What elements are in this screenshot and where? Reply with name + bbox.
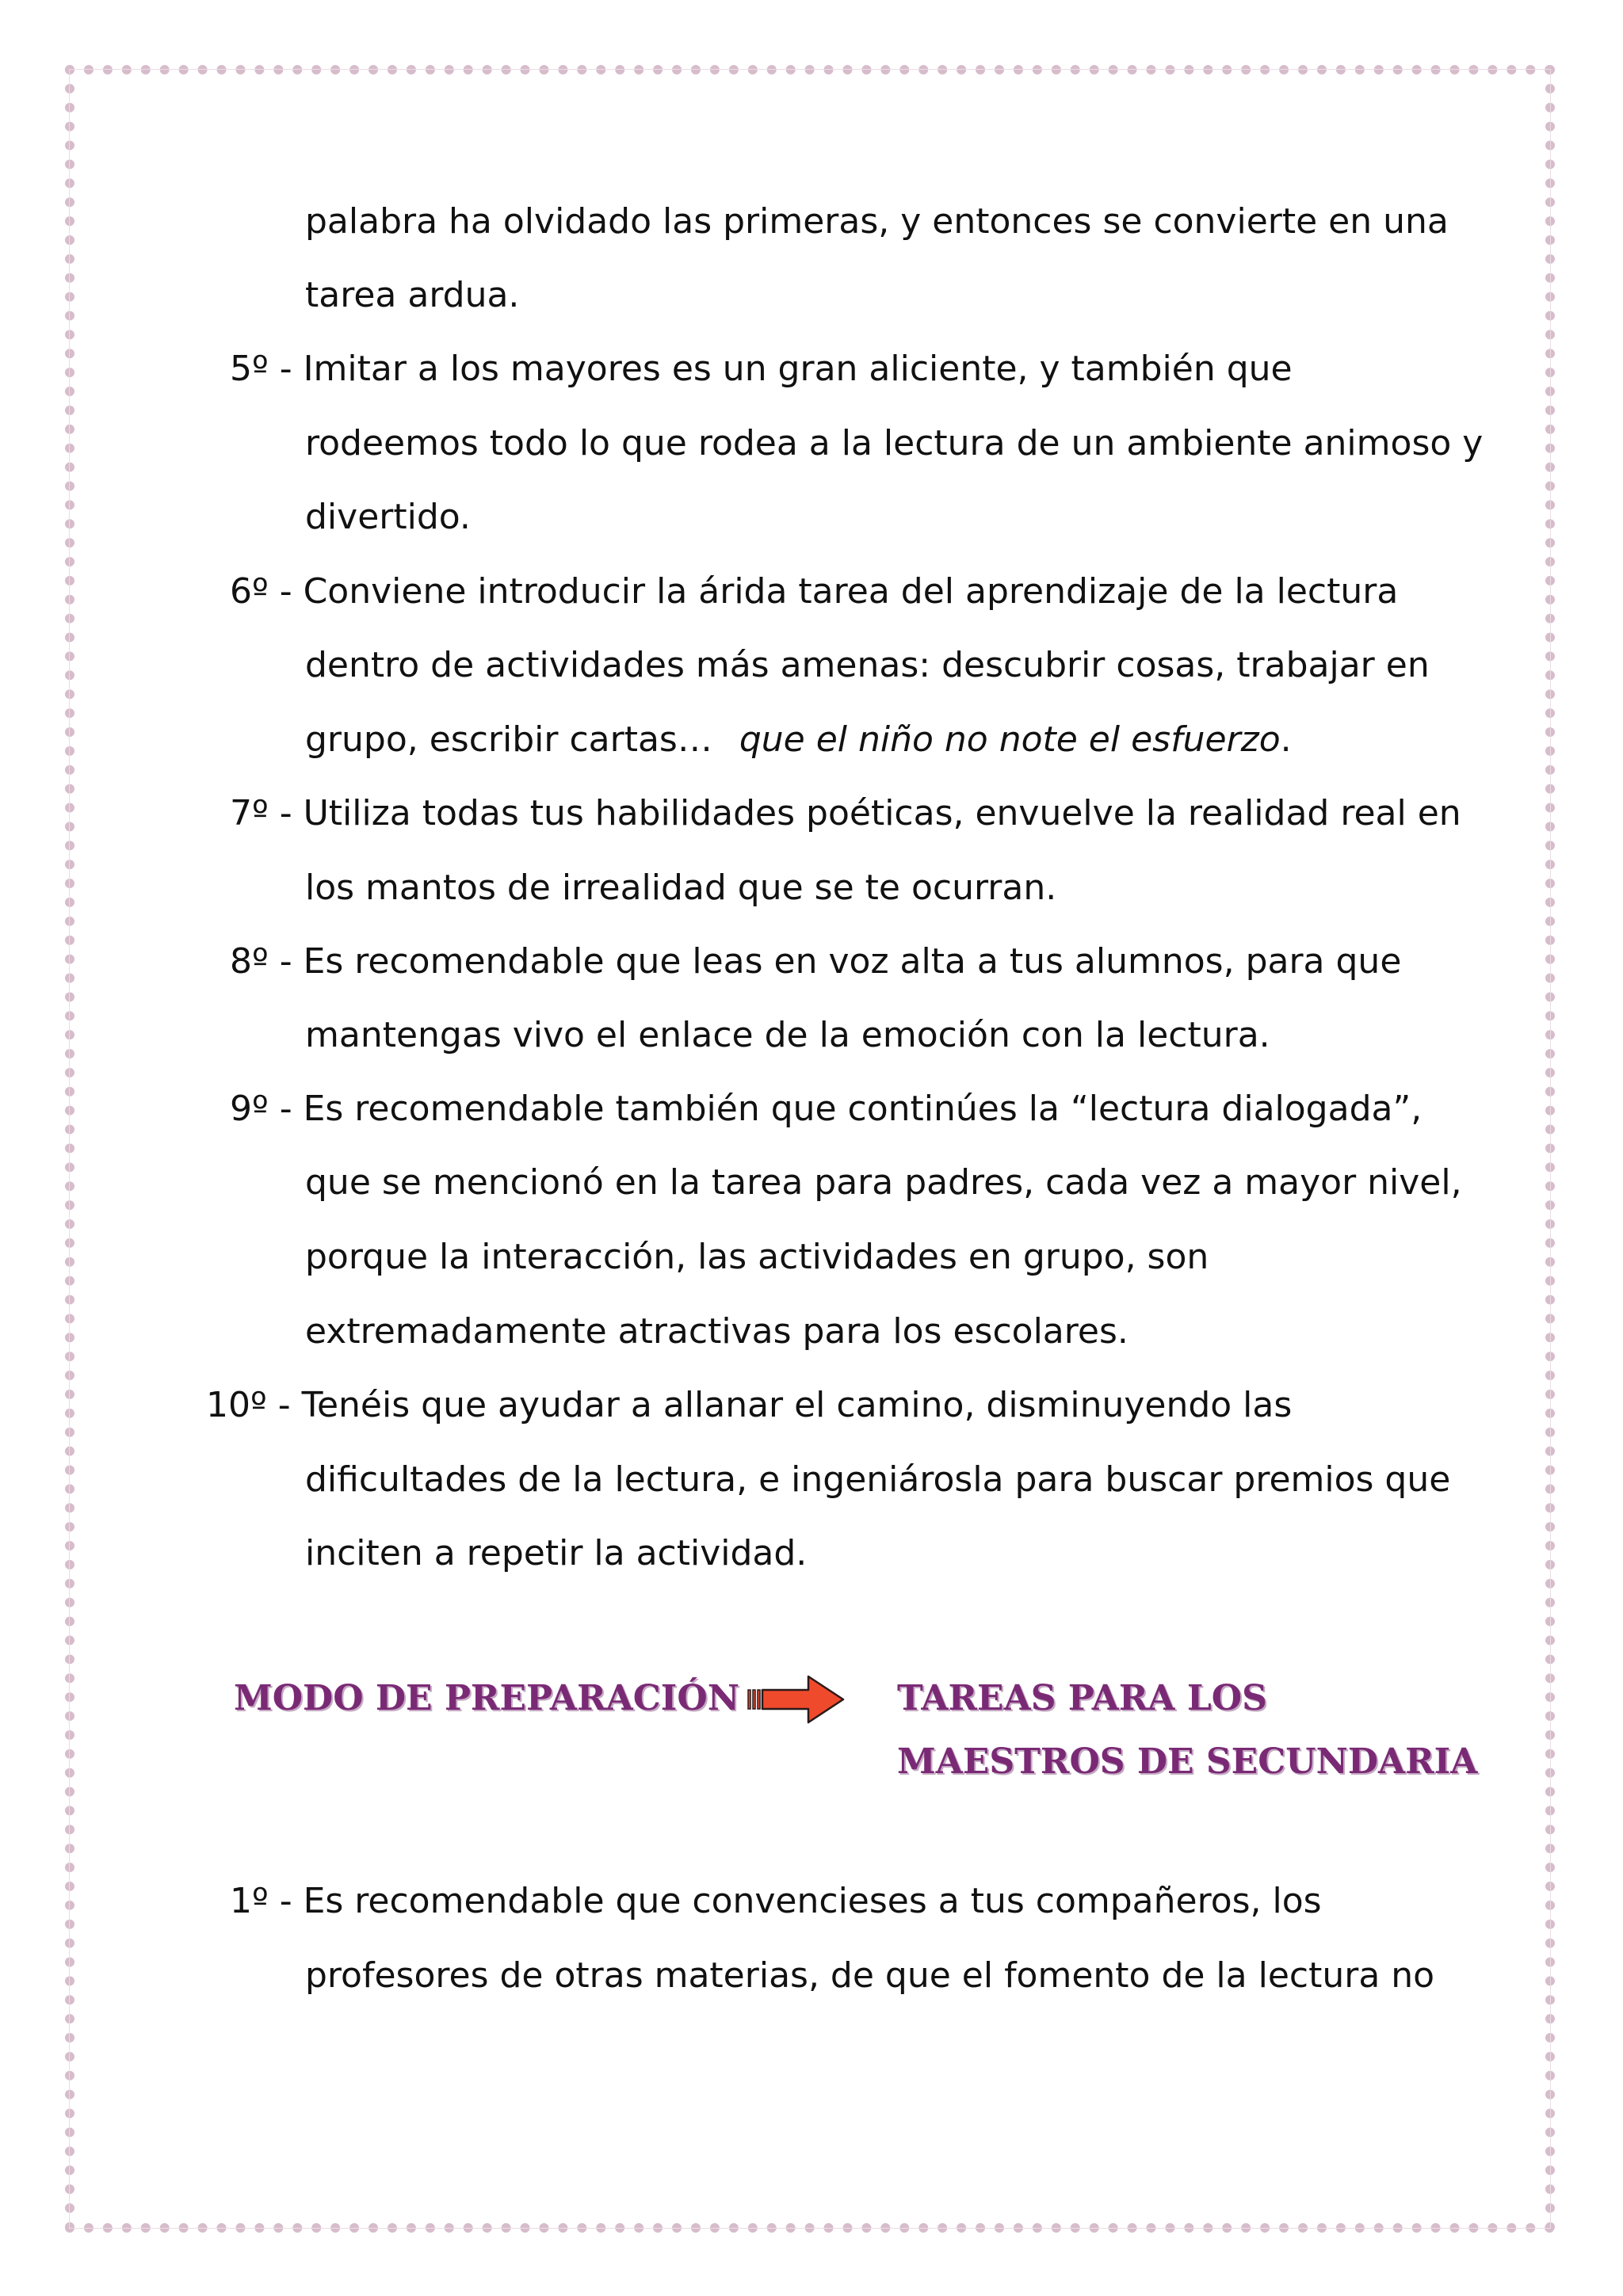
list-item-6: 6º - Conviene introducir la árida tarea del aprendizaje de la lectura bbox=[230, 571, 1399, 612]
body-line: dificultades de la lectura, e ingeniárosla para buscar premios que bbox=[305, 1459, 1451, 1500]
section-heading-right-line2: MAESTROS DE SECUNDARIA bbox=[897, 1741, 1478, 1782]
body-text: grupo, escribir cartas… bbox=[305, 719, 712, 760]
list-item-8: 8º - Es recomendable que leas en voz alta a tus alumnos, para que bbox=[230, 941, 1402, 982]
list-item-1: 1º - Es recomendable que convencieses a tus compañeros, los bbox=[230, 1881, 1322, 1921]
body-line: profesores de otras materias, de que el fomento de la lectura no bbox=[305, 1955, 1435, 1996]
list-item-10: 10º - Tenéis que ayudar a allanar el camino, disminuyendo las bbox=[206, 1385, 1293, 1425]
body-line: rodeemos todo lo que rodea a la lectura de un ambiente animoso y bbox=[305, 423, 1484, 463]
list-item-9: 9º - Es recomendable también que continúes la “lectura dialogada”, bbox=[230, 1089, 1423, 1129]
body-line: palabra ha olvidado las primeras, y entonces se convierte en una bbox=[305, 201, 1449, 242]
period: . bbox=[1280, 719, 1292, 760]
body-line: que se mencionó en la tarea para padres, cada vez a mayor nivel, bbox=[305, 1162, 1462, 1203]
body-line: inciten a repetir la actividad. bbox=[305, 1533, 808, 1573]
right-arrow-icon bbox=[745, 1672, 848, 1727]
body-line: mantengas vivo el enlace de la emoción con la lectura. bbox=[305, 1015, 1270, 1055]
body-line: dentro de actividades más amenas: descubrir cosas, trabajar en bbox=[305, 645, 1430, 685]
body-line: porque la interacción, las actividades en grupo, son bbox=[305, 1237, 1209, 1277]
list-item-5: 5º - Imitar a los mayores es un gran aliciente, y también que bbox=[230, 349, 1293, 389]
section-heading-right-line1: TAREAS PARA LOS bbox=[897, 1678, 1267, 1718]
section-heading-left: MODO DE PREPARACIÓN bbox=[234, 1678, 739, 1718]
body-line: divertido. bbox=[305, 497, 471, 537]
list-item-7: 7º - Utiliza todas tus habilidades poéticas, envuelve la realidad real en bbox=[230, 793, 1461, 833]
italic-emphasis: que el niño no note el esfuerzo bbox=[739, 719, 1281, 760]
body-line bbox=[305, 716, 1292, 764]
body-line: extremadamente atractivas para los escolares. bbox=[305, 1311, 1128, 1352]
body-line: tarea ardua. bbox=[305, 275, 520, 315]
body-line: los mantos de irrealidad que se te ocurran. bbox=[305, 868, 1057, 908]
